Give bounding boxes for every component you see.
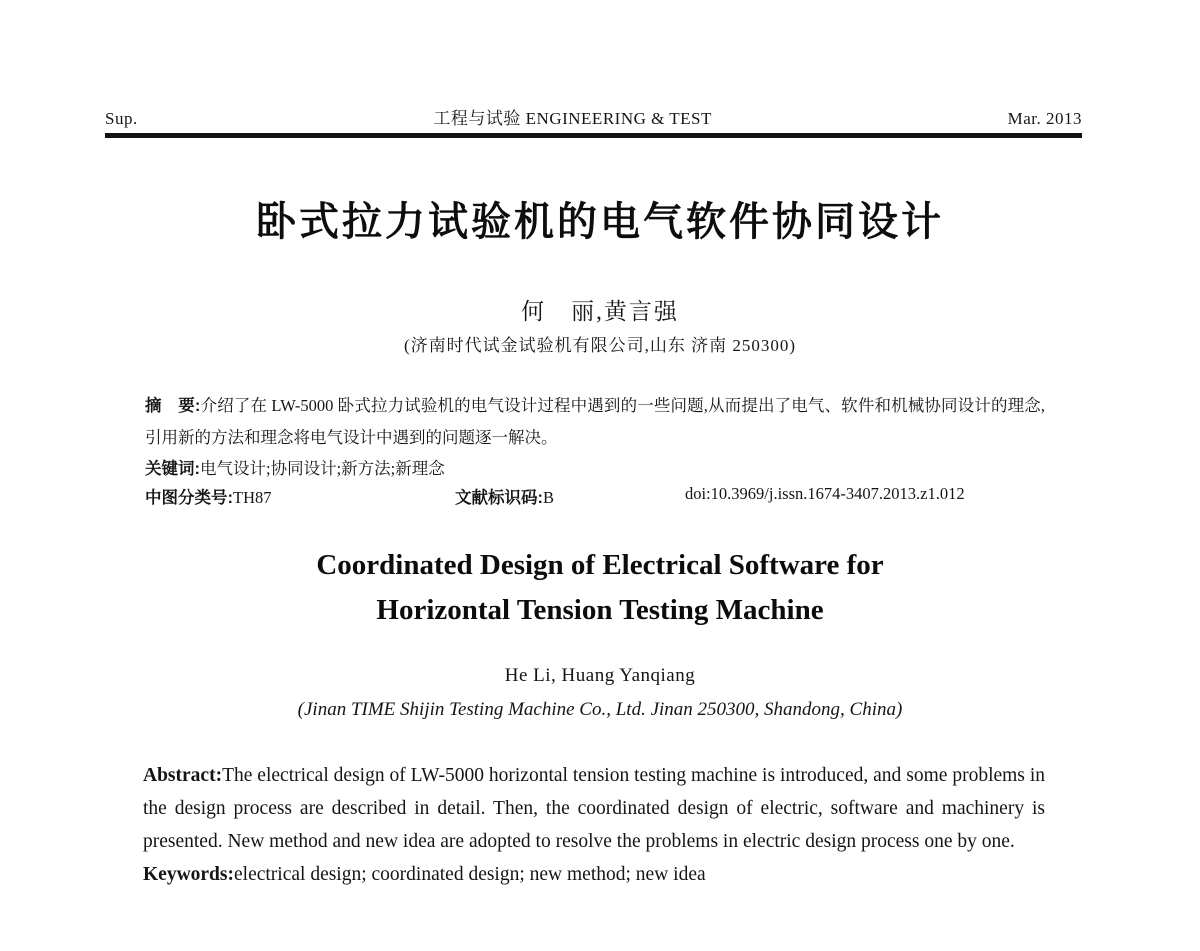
chinese-keywords-text: 电气设计;协同设计;新方法;新理念: [200, 459, 445, 478]
chinese-abstract-text: 介绍了在 LW-5000 卧式拉力试验机的电气设计过程中遇到的一些问题,从而提出了电气、软件和机械协同设计的理念,引用新的方法和理念将电气设计中遇到的问题逐一解决。: [145, 396, 1045, 447]
doi: doi:10.3969/j.issn.1674-3407.2013.z1.012: [685, 484, 965, 503]
document-code-label: 文献标识码:: [455, 489, 543, 507]
english-abstract-text: The electrical design of LW-5000 horizontal tension testing machine is introduced, and some problems in the design process are described in detail. Then, the coordinated design of electric, software and machinery is presented. New method and new idea are adopted to resolve the problems in electric design process one by one.: [143, 765, 1045, 852]
document-code: [455, 484, 685, 508]
english-authors: He Li, Huang Yanqiang: [504, 665, 696, 686]
clc-label: 中图分类号:: [145, 489, 233, 507]
clc-value: TH87: [233, 488, 272, 507]
chinese-abstract-label: 摘 要:: [145, 397, 201, 415]
chinese-keywords: [145, 455, 1045, 479]
journal-title: 工程与试验 ENGINEERING & TEST: [433, 109, 712, 128]
english-title-line2: Horizontal Tension Testing Machine: [376, 594, 824, 626]
english-affiliation: (Jinan TIME Shijin Testing Machine Co., Ltd. Jinan 250300, Shandong, China): [297, 699, 903, 720]
journal-header: [105, 104, 1082, 129]
english-title: [0, 543, 1200, 633]
chinese-keywords-label: 关键词:: [145, 460, 200, 478]
document-code-value: B: [543, 488, 555, 507]
header-divider: [105, 133, 1082, 138]
english-abstract: [143, 759, 1045, 858]
chinese-meta-row: [145, 484, 1065, 508]
chinese-title: 卧式拉力试验机的电气软件协同设计: [256, 200, 944, 244]
chinese-abstract: [145, 390, 1045, 454]
chinese-authors: 何 丽,黄言强: [521, 299, 679, 324]
english-title-line1: Coordinated Design of Electrical Software for: [316, 549, 884, 581]
chinese-affiliation: (济南时代试金试验机有限公司,山东 济南 250300): [403, 336, 797, 355]
english-abstract-label: Abstract:: [143, 765, 223, 786]
clc-number: [145, 484, 455, 508]
english-keywords-label: Keywords:: [143, 864, 234, 885]
issue-label: Sup.: [105, 109, 138, 128]
issue-date: Mar. 2013: [1007, 109, 1082, 128]
english-keywords: [143, 858, 1045, 891]
english-keywords-text: electrical design; coordinated design; new method; new idea: [234, 864, 706, 885]
english-abstract-block: [143, 759, 1045, 891]
